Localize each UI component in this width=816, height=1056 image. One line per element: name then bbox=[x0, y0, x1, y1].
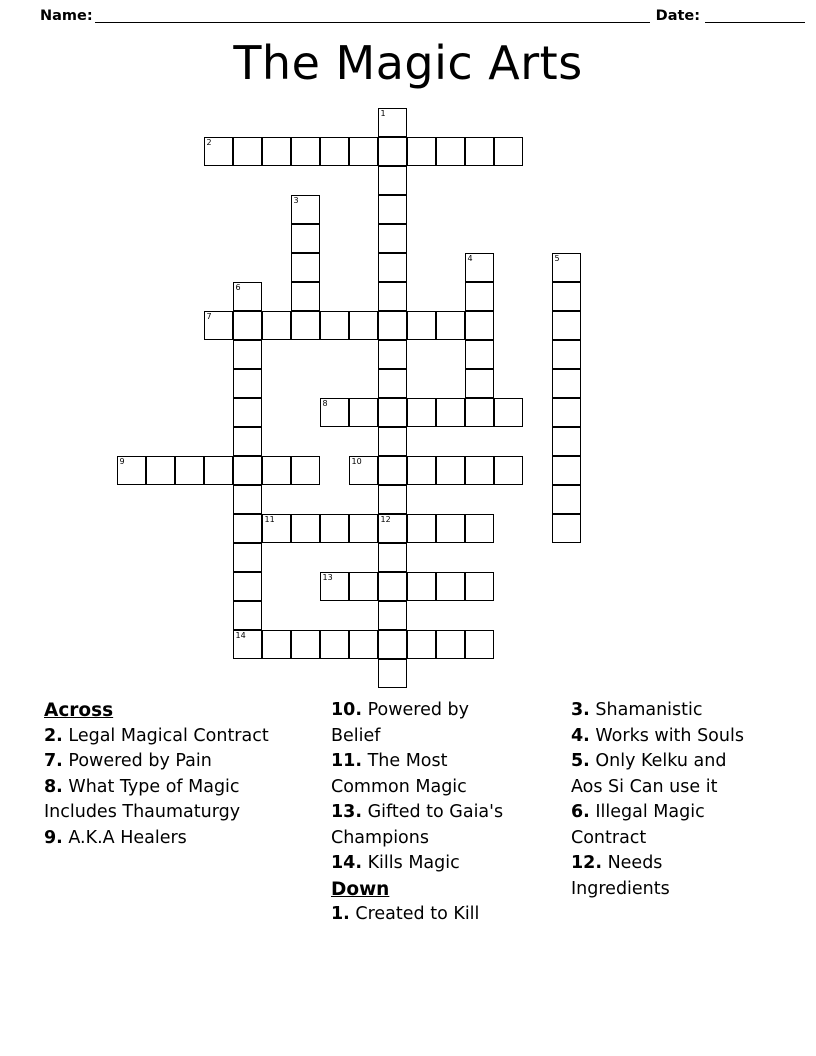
clue-text: Powered by Belief bbox=[331, 700, 470, 746]
grid-cell[interactable] bbox=[552, 398, 581, 427]
grid-cell-number: 11 bbox=[264, 515, 275, 524]
grid-cell[interactable] bbox=[407, 514, 436, 543]
clue-list bbox=[44, 698, 774, 968]
grid-cell[interactable] bbox=[465, 630, 494, 659]
grid-cell[interactable] bbox=[320, 137, 349, 166]
grid-cell[interactable] bbox=[349, 572, 378, 601]
grid-cell[interactable] bbox=[175, 456, 204, 485]
grid-cell[interactable] bbox=[465, 311, 494, 340]
grid-cell[interactable] bbox=[378, 659, 407, 688]
grid-cell[interactable] bbox=[552, 311, 581, 340]
grid-cell-number: 8 bbox=[322, 399, 328, 408]
name-label: Name: bbox=[40, 8, 93, 24]
clue-item bbox=[571, 851, 763, 902]
grid-cell[interactable] bbox=[552, 340, 581, 369]
grid-cell[interactable] bbox=[465, 514, 494, 543]
grid-cell[interactable] bbox=[378, 282, 407, 311]
grid-cell[interactable] bbox=[378, 311, 407, 340]
grid-cell[interactable] bbox=[378, 514, 407, 543]
grid-cell[interactable] bbox=[291, 456, 320, 485]
clue-text: The Most Common Magic bbox=[331, 751, 467, 797]
clue-text: Illegal Magic Contract bbox=[571, 802, 705, 848]
grid-cell[interactable] bbox=[436, 398, 465, 427]
grid-cell[interactable] bbox=[407, 456, 436, 485]
page-title: The Magic Arts bbox=[233, 36, 583, 90]
clue-number: 1. bbox=[331, 904, 350, 924]
grid-cell[interactable] bbox=[378, 137, 407, 166]
grid-cell-number: 4 bbox=[467, 254, 473, 263]
clue-text: Needs Ingredients bbox=[571, 853, 670, 899]
grid-cell[interactable] bbox=[233, 427, 262, 456]
grid-cell[interactable] bbox=[262, 456, 291, 485]
clue-item bbox=[571, 724, 763, 750]
clue-item bbox=[44, 724, 277, 750]
grid-cell[interactable] bbox=[349, 398, 378, 427]
grid-cell[interactable] bbox=[204, 137, 233, 166]
grid-cell[interactable] bbox=[465, 456, 494, 485]
grid-cell[interactable] bbox=[349, 514, 378, 543]
grid-cell-number: 12 bbox=[380, 515, 391, 524]
grid-cell[interactable] bbox=[407, 572, 436, 601]
grid-cell[interactable] bbox=[378, 340, 407, 369]
clue-text: What Type of Magic Includes Thaumaturgy bbox=[44, 776, 241, 822]
clue-text: Legal Magical Contract bbox=[62, 725, 269, 746]
grid-cell-number: 3 bbox=[293, 196, 299, 205]
grid-cell[interactable] bbox=[465, 253, 494, 282]
clue-number: 4. bbox=[571, 725, 590, 746]
date-label: Date: bbox=[655, 8, 701, 24]
grid-cell[interactable] bbox=[378, 166, 407, 195]
grid-cell[interactable] bbox=[494, 137, 523, 166]
grid-cell[interactable] bbox=[320, 572, 349, 601]
grid-cell[interactable] bbox=[378, 630, 407, 659]
grid-cell[interactable] bbox=[552, 253, 581, 282]
grid-cell[interactable] bbox=[320, 514, 349, 543]
grid-cell-number: 1 bbox=[380, 109, 386, 118]
grid-cell[interactable] bbox=[117, 456, 146, 485]
grid-cell[interactable] bbox=[465, 137, 494, 166]
grid-cell[interactable] bbox=[146, 456, 175, 485]
clue-item bbox=[331, 749, 520, 800]
grid-cell[interactable] bbox=[291, 311, 320, 340]
grid-cell-number: 9 bbox=[119, 457, 125, 466]
clue-number: 9. bbox=[44, 827, 63, 848]
grid-cell[interactable] bbox=[291, 514, 320, 543]
grid-cell[interactable] bbox=[233, 340, 262, 369]
grid-cell[interactable] bbox=[204, 311, 233, 340]
grid-cell-number: 5 bbox=[554, 254, 560, 263]
grid-cell[interactable] bbox=[465, 398, 494, 427]
clue-column bbox=[287, 698, 530, 968]
grid-cell[interactable] bbox=[349, 630, 378, 659]
grid-cell[interactable] bbox=[378, 398, 407, 427]
grid-cell[interactable] bbox=[291, 224, 320, 253]
grid-cell[interactable] bbox=[349, 456, 378, 485]
clue-item bbox=[331, 698, 520, 749]
grid-cell[interactable] bbox=[552, 456, 581, 485]
grid-cell[interactable] bbox=[378, 108, 407, 137]
clue-number: 14. bbox=[331, 853, 363, 873]
clue-number: 11. bbox=[331, 751, 363, 771]
grid-cell[interactable] bbox=[378, 543, 407, 572]
clue-item bbox=[571, 800, 763, 851]
clue-text: Works with Souls bbox=[589, 725, 744, 746]
grid-cell[interactable] bbox=[233, 282, 262, 311]
name-write-line[interactable] bbox=[95, 9, 650, 23]
grid-cell[interactable] bbox=[494, 398, 523, 427]
grid-cell[interactable] bbox=[378, 224, 407, 253]
grid-cell-number: 13 bbox=[322, 573, 333, 582]
grid-cell-number: 10 bbox=[351, 457, 362, 466]
grid-cell[interactable] bbox=[349, 311, 378, 340]
grid-cell[interactable] bbox=[349, 137, 378, 166]
grid-cell[interactable] bbox=[233, 137, 262, 166]
grid-cell[interactable] bbox=[233, 514, 262, 543]
clue-column bbox=[530, 698, 773, 968]
grid-cell[interactable] bbox=[233, 311, 262, 340]
clue-text: Kills Magic bbox=[362, 853, 460, 873]
clue-text: Only Kelku and Aos Si Can use it bbox=[571, 751, 727, 797]
grid-cell[interactable] bbox=[378, 195, 407, 224]
grid-cell[interactable] bbox=[436, 572, 465, 601]
grid-cell[interactable] bbox=[552, 282, 581, 311]
grid-cell[interactable] bbox=[320, 311, 349, 340]
clue-item bbox=[331, 800, 520, 851]
grid-cell[interactable] bbox=[407, 398, 436, 427]
grid-cell[interactable] bbox=[436, 137, 465, 166]
grid-cell[interactable] bbox=[262, 311, 291, 340]
grid-cell[interactable] bbox=[465, 369, 494, 398]
grid-cell[interactable] bbox=[204, 456, 233, 485]
clue-item bbox=[44, 826, 277, 852]
clue-number: 10. bbox=[331, 700, 363, 720]
grid-cell-number: 2 bbox=[206, 138, 212, 147]
clue-text: Shamanistic bbox=[589, 700, 703, 720]
grid-cell[interactable] bbox=[233, 543, 262, 572]
clue-column bbox=[44, 698, 287, 968]
grid-cell[interactable] bbox=[552, 427, 581, 456]
grid-cell[interactable] bbox=[262, 514, 291, 543]
clue-number: 6. bbox=[571, 802, 590, 822]
grid-cell-number: 7 bbox=[206, 312, 212, 321]
crossword-grid[interactable] bbox=[0, 108, 816, 693]
grid-cell[interactable] bbox=[552, 485, 581, 514]
clue-number: 13. bbox=[331, 802, 363, 822]
clue-number: 5. bbox=[571, 751, 590, 771]
grid-cell[interactable] bbox=[233, 369, 262, 398]
clue-number: 8. bbox=[44, 776, 63, 797]
date-write-line[interactable] bbox=[705, 9, 805, 23]
grid-cell[interactable] bbox=[320, 398, 349, 427]
grid-cell[interactable] bbox=[262, 630, 291, 659]
worksheet-header bbox=[40, 2, 776, 24]
grid-cell[interactable] bbox=[465, 572, 494, 601]
clue-item bbox=[571, 749, 763, 800]
clue-text: Created to Kill bbox=[349, 904, 480, 924]
grid-cell[interactable] bbox=[233, 601, 262, 630]
grid-cell[interactable] bbox=[378, 601, 407, 630]
grid-cell[interactable] bbox=[378, 485, 407, 514]
clue-number: 3. bbox=[571, 700, 590, 720]
grid-cell[interactable] bbox=[291, 282, 320, 311]
grid-cell[interactable] bbox=[320, 630, 349, 659]
clue-item bbox=[331, 902, 520, 928]
clue-number: 2. bbox=[44, 725, 63, 746]
clue-item bbox=[44, 749, 277, 775]
grid-cell[interactable] bbox=[291, 630, 320, 659]
across-heading: Across bbox=[44, 700, 114, 721]
clue-item bbox=[571, 698, 763, 724]
grid-cell[interactable] bbox=[233, 485, 262, 514]
grid-cell[interactable] bbox=[291, 253, 320, 282]
grid-cell[interactable] bbox=[552, 369, 581, 398]
clue-text: A.K.A Healers bbox=[62, 827, 187, 848]
grid-cell[interactable] bbox=[378, 572, 407, 601]
grid-cell[interactable] bbox=[407, 630, 436, 659]
grid-cell[interactable] bbox=[378, 369, 407, 398]
grid-cell[interactable] bbox=[378, 456, 407, 485]
grid-cell[interactable] bbox=[291, 137, 320, 166]
grid-cell[interactable] bbox=[494, 456, 523, 485]
clue-item bbox=[44, 775, 277, 826]
grid-cell[interactable] bbox=[436, 514, 465, 543]
grid-cell[interactable] bbox=[436, 456, 465, 485]
grid-cell[interactable] bbox=[233, 630, 262, 659]
grid-cell-number: 6 bbox=[235, 283, 241, 292]
down-heading: Down bbox=[331, 878, 390, 900]
clue-number: 7. bbox=[44, 751, 63, 771]
grid-cell[interactable] bbox=[233, 398, 262, 427]
clue-number: 12. bbox=[571, 853, 603, 873]
grid-cell[interactable] bbox=[407, 311, 436, 340]
grid-cell[interactable] bbox=[407, 137, 436, 166]
grid-cell[interactable] bbox=[552, 514, 581, 543]
grid-cell[interactable] bbox=[262, 137, 291, 166]
clue-text: Powered by Pain bbox=[62, 751, 212, 771]
grid-cell[interactable] bbox=[465, 282, 494, 311]
clue-item bbox=[331, 851, 520, 877]
grid-cell[interactable] bbox=[233, 572, 262, 601]
grid-cell[interactable] bbox=[378, 427, 407, 456]
grid-cell[interactable] bbox=[436, 311, 465, 340]
grid-cell[interactable] bbox=[436, 630, 465, 659]
grid-cell[interactable] bbox=[378, 253, 407, 282]
grid-cell[interactable] bbox=[233, 456, 262, 485]
grid-cell[interactable] bbox=[291, 195, 320, 224]
grid-cell[interactable] bbox=[465, 340, 494, 369]
grid-cell-number: 14 bbox=[235, 631, 246, 640]
clue-text: Gifted to Gaia's Champions bbox=[331, 802, 504, 848]
